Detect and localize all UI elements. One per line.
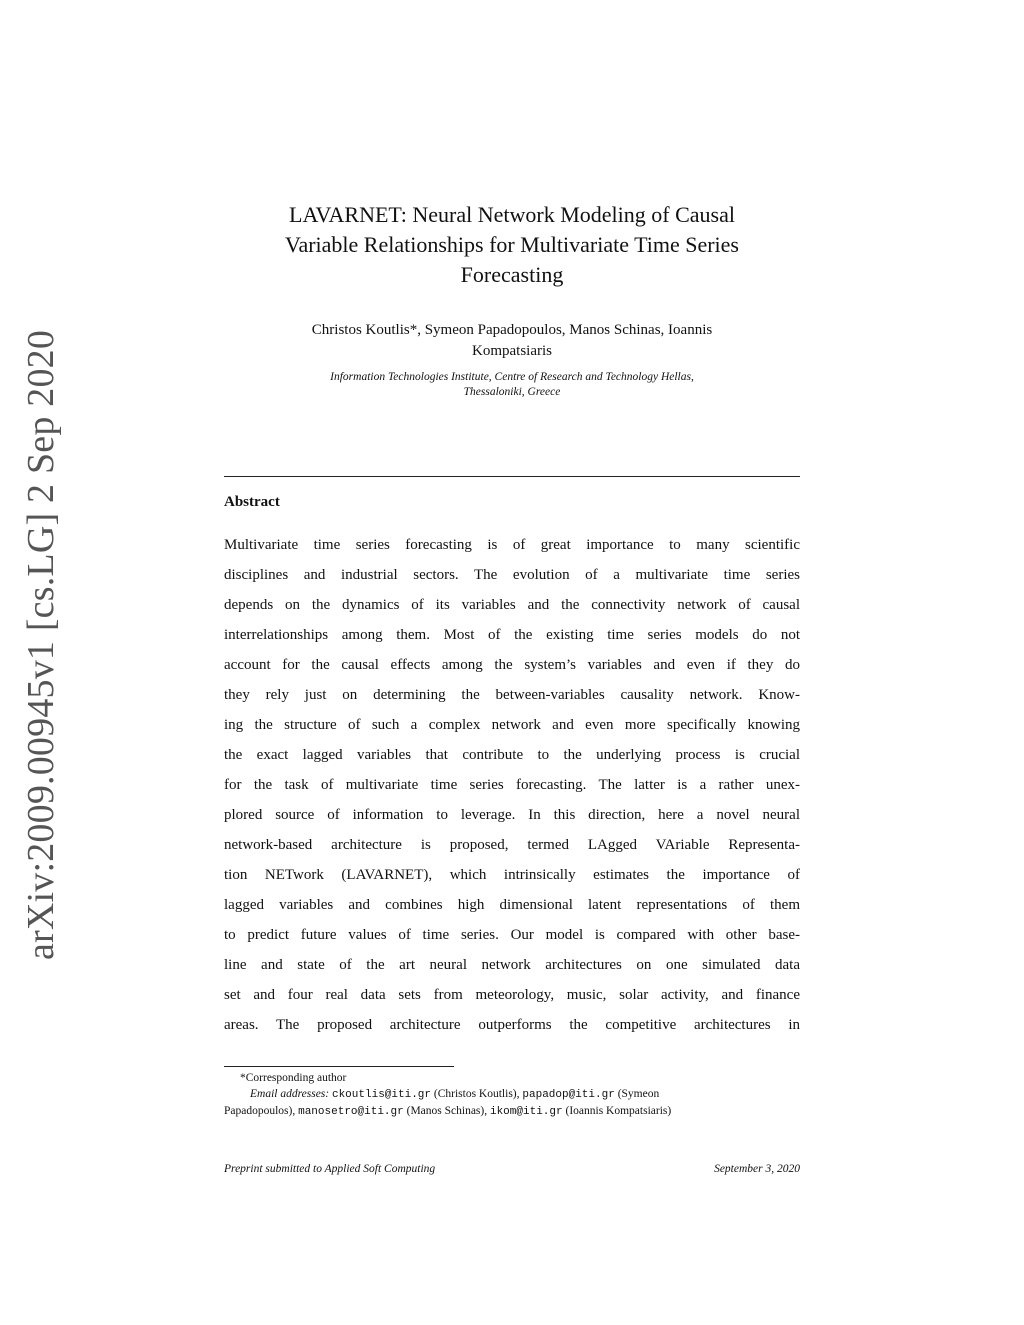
abstract-line: ing the structure of such a complex network and even more specifically knowing bbox=[224, 717, 800, 733]
paper-title bbox=[224, 200, 800, 290]
email-link[interactable]: ckoutlis@iti.gr bbox=[331, 1089, 432, 1101]
abstract-line: they rely just on determining the between-variables causality network. Know- bbox=[224, 687, 800, 703]
email-line-1 bbox=[224, 1086, 800, 1103]
abstract-line: interrelationships among them. Most of the existing time series models do not bbox=[224, 627, 800, 643]
arxiv-identifier-text: arXiv:2009.00945v1 [cs.LG] 2 Sep 2020 bbox=[20, 329, 63, 961]
affiliation-line: Thessaloniki, Greece bbox=[463, 386, 561, 398]
email-link[interactable]: manosetro@iti.gr bbox=[298, 1106, 404, 1118]
abstract-line: tion NETwork (LAVARNET), which intrinsically estimates the importance of bbox=[224, 867, 800, 883]
abstract-line: network-based architecture is proposed, termed LAgged VAriable Representa- bbox=[224, 837, 800, 853]
abstract-line: for the task of multivariate time series forecasting. The latter is a rather unex- bbox=[224, 777, 800, 793]
email-owner: (Ioannis Kompatsiaris) bbox=[565, 1105, 672, 1117]
abstract-body bbox=[224, 530, 800, 1040]
abstract-line: depends on the dynamics of its variables and the connectivity network of causal bbox=[224, 597, 800, 613]
footer-date: September 3, 2020 bbox=[714, 1163, 800, 1175]
email-owner: Papadopoulos), bbox=[224, 1105, 296, 1117]
footnotes bbox=[224, 1070, 800, 1120]
arxiv-identifier-stamp bbox=[19, 329, 63, 961]
affiliation-line: Information Technologies Institute, Centre of Research and Technology Hellas, bbox=[330, 371, 694, 383]
author-list bbox=[224, 320, 800, 362]
abstract-line: disciplines and industrial sectors. The evolution of a multivariate time series bbox=[224, 567, 800, 583]
abstract-line: lagged variables and combines high dimensional latent representations of them bbox=[224, 897, 800, 913]
authors-line: Kompatsiaris bbox=[472, 343, 552, 359]
abstract-heading: Abstract bbox=[224, 494, 280, 510]
email-link[interactable]: papadop@iti.gr bbox=[522, 1089, 615, 1101]
abstract-line: account for the causal effects among the system’s variables and even if they do bbox=[224, 657, 800, 673]
abstract-line: areas. The proposed architecture outperforms the competitive architectures in bbox=[224, 1017, 800, 1033]
footnote-rule bbox=[224, 1066, 454, 1067]
email-link[interactable]: ikom@iti.gr bbox=[489, 1106, 563, 1118]
page-footer bbox=[224, 1163, 800, 1175]
abstract-line: plored source of information to leverage. In this direction, here a novel neural bbox=[224, 807, 800, 823]
email-owner: (Manos Schinas), bbox=[406, 1105, 488, 1117]
corresponding-author-note: *Corresponding author bbox=[240, 1072, 347, 1084]
authors-line: Christos Koutlis*, Symeon Papadopoulos, Manos Schinas, Ioannis bbox=[311, 322, 713, 338]
email-line-2 bbox=[224, 1103, 800, 1120]
footer-submission-note: Preprint submitted to Applied Soft Computing bbox=[224, 1163, 436, 1175]
abstract-line: line and state of the art neural network architectures on one simulated data bbox=[224, 957, 800, 973]
email-label: Email addresses: bbox=[250, 1088, 330, 1100]
affiliation bbox=[224, 370, 800, 400]
abstract-line: the exact lagged variables that contribute to the underlying process is crucial bbox=[224, 747, 800, 763]
abstract-line: Multivariate time series forecasting is of great importance to many scientific bbox=[224, 537, 800, 553]
title-line: LAVARNET: Neural Network Modeling of Causal bbox=[289, 202, 735, 227]
abstract-line: to predict future values of time series. Our model is compared with other base- bbox=[224, 927, 800, 943]
title-line: Variable Relationships for Multivariate Time Series bbox=[285, 232, 739, 257]
abstract-top-rule bbox=[224, 476, 800, 477]
abstract-line: set and four real data sets from meteorology, music, solar activity, and finance bbox=[224, 987, 800, 1003]
title-line: Forecasting bbox=[460, 262, 564, 287]
email-owner: (Symeon bbox=[617, 1088, 660, 1100]
email-owner: (Christos Koutlis), bbox=[433, 1088, 520, 1100]
